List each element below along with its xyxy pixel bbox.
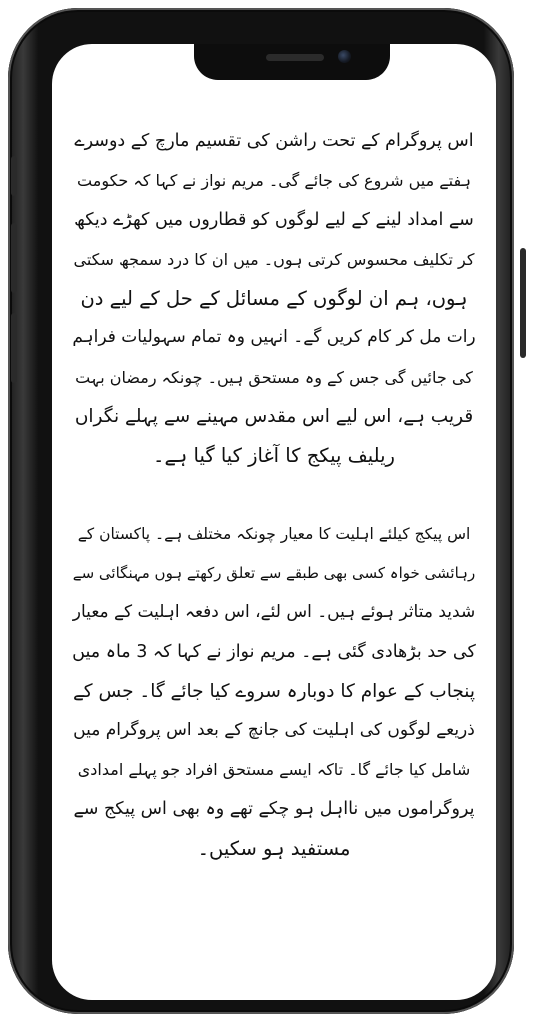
text-line: کر تکلیف محسوس کرتی ہوں۔ میں ان کا درد سمجھ سکتی: [73, 249, 475, 269]
text-line: اس پیکج کیلئے اہلیت کا معیار چونکہ مختلف ہے۔ پاکستان کے: [77, 524, 471, 543]
text-line: ہفتے میں شروع کی جائے گی۔ مریم نواز نے کہا کہ حکومت: [77, 171, 471, 191]
text-line: اس پروگرام کے تحت راشن کی تقسیم مارچ کے دوسرے: [74, 131, 474, 151]
article-body: [72, 122, 476, 868]
text-line: کی حد بڑھادی گئی ہے۔ مریم نواز نے کہا کہ 3 ماہ میں: [72, 641, 476, 662]
front-camera-icon: [338, 50, 351, 63]
text-line: کی جائیں گی جس کے وہ مستحق ہیں۔ چونکہ رمضان بہت: [75, 367, 473, 387]
text-line: شامل کیا جائے گا۔ تاکہ ایسے مستحق افراد جو پہلے امدادی: [77, 760, 471, 780]
text-line: قریب ہے، اس لیے اس مقدس مہینے سے پہلے نگراں: [74, 406, 474, 428]
text-line: مستفید ہو سکیں۔: [197, 837, 351, 861]
text-line: شدید متاثر ہوئے ہیں۔ اس لئے، اس دفعہ اہلیت کے معیار: [72, 602, 476, 623]
volume-up-button: [11, 223, 17, 293]
article-paragraph-1: [72, 122, 476, 476]
text-line: پنجاب کے عوام کا دوبارہ سروے کیا جائے گا۔ جس کے: [72, 680, 476, 702]
phone-screen: [52, 44, 496, 1000]
text-line: ذریعے لوگوں کی اہلیت کی جانچ کے بعد اس پروگرام میں: [73, 720, 475, 741]
speaker-grille: [266, 54, 324, 61]
text-line: ہوں، ہم ان لوگوں کے مسائل کے حل کے لیے دن: [80, 287, 468, 311]
mute-switch: [11, 156, 17, 196]
article-paragraph-2: [72, 515, 476, 869]
text-line: رہائشی خواہ کسی بھی طبقے سے تعلق رکھتے ہوں مہنگائی سے: [72, 563, 476, 582]
text-line: سے امداد لینے کے لیے لوگوں کو قطاروں میں کھڑے دیکھ: [74, 209, 474, 230]
volume-down-button: [11, 313, 17, 383]
text-line: رات مل کر کام کریں گے۔ انہیں وہ تمام سہولیات فراہم: [72, 327, 476, 348]
notch: [194, 44, 390, 80]
phone-frame: [8, 8, 514, 1014]
power-button: [520, 248, 526, 358]
text-line: پروگراموں میں نااہل ہو چکے تھے وہ بھی اس پیکج سے: [73, 798, 475, 819]
text-line: ریلیف پیکج کا آغاز کیا گیا ہے۔: [153, 444, 395, 468]
